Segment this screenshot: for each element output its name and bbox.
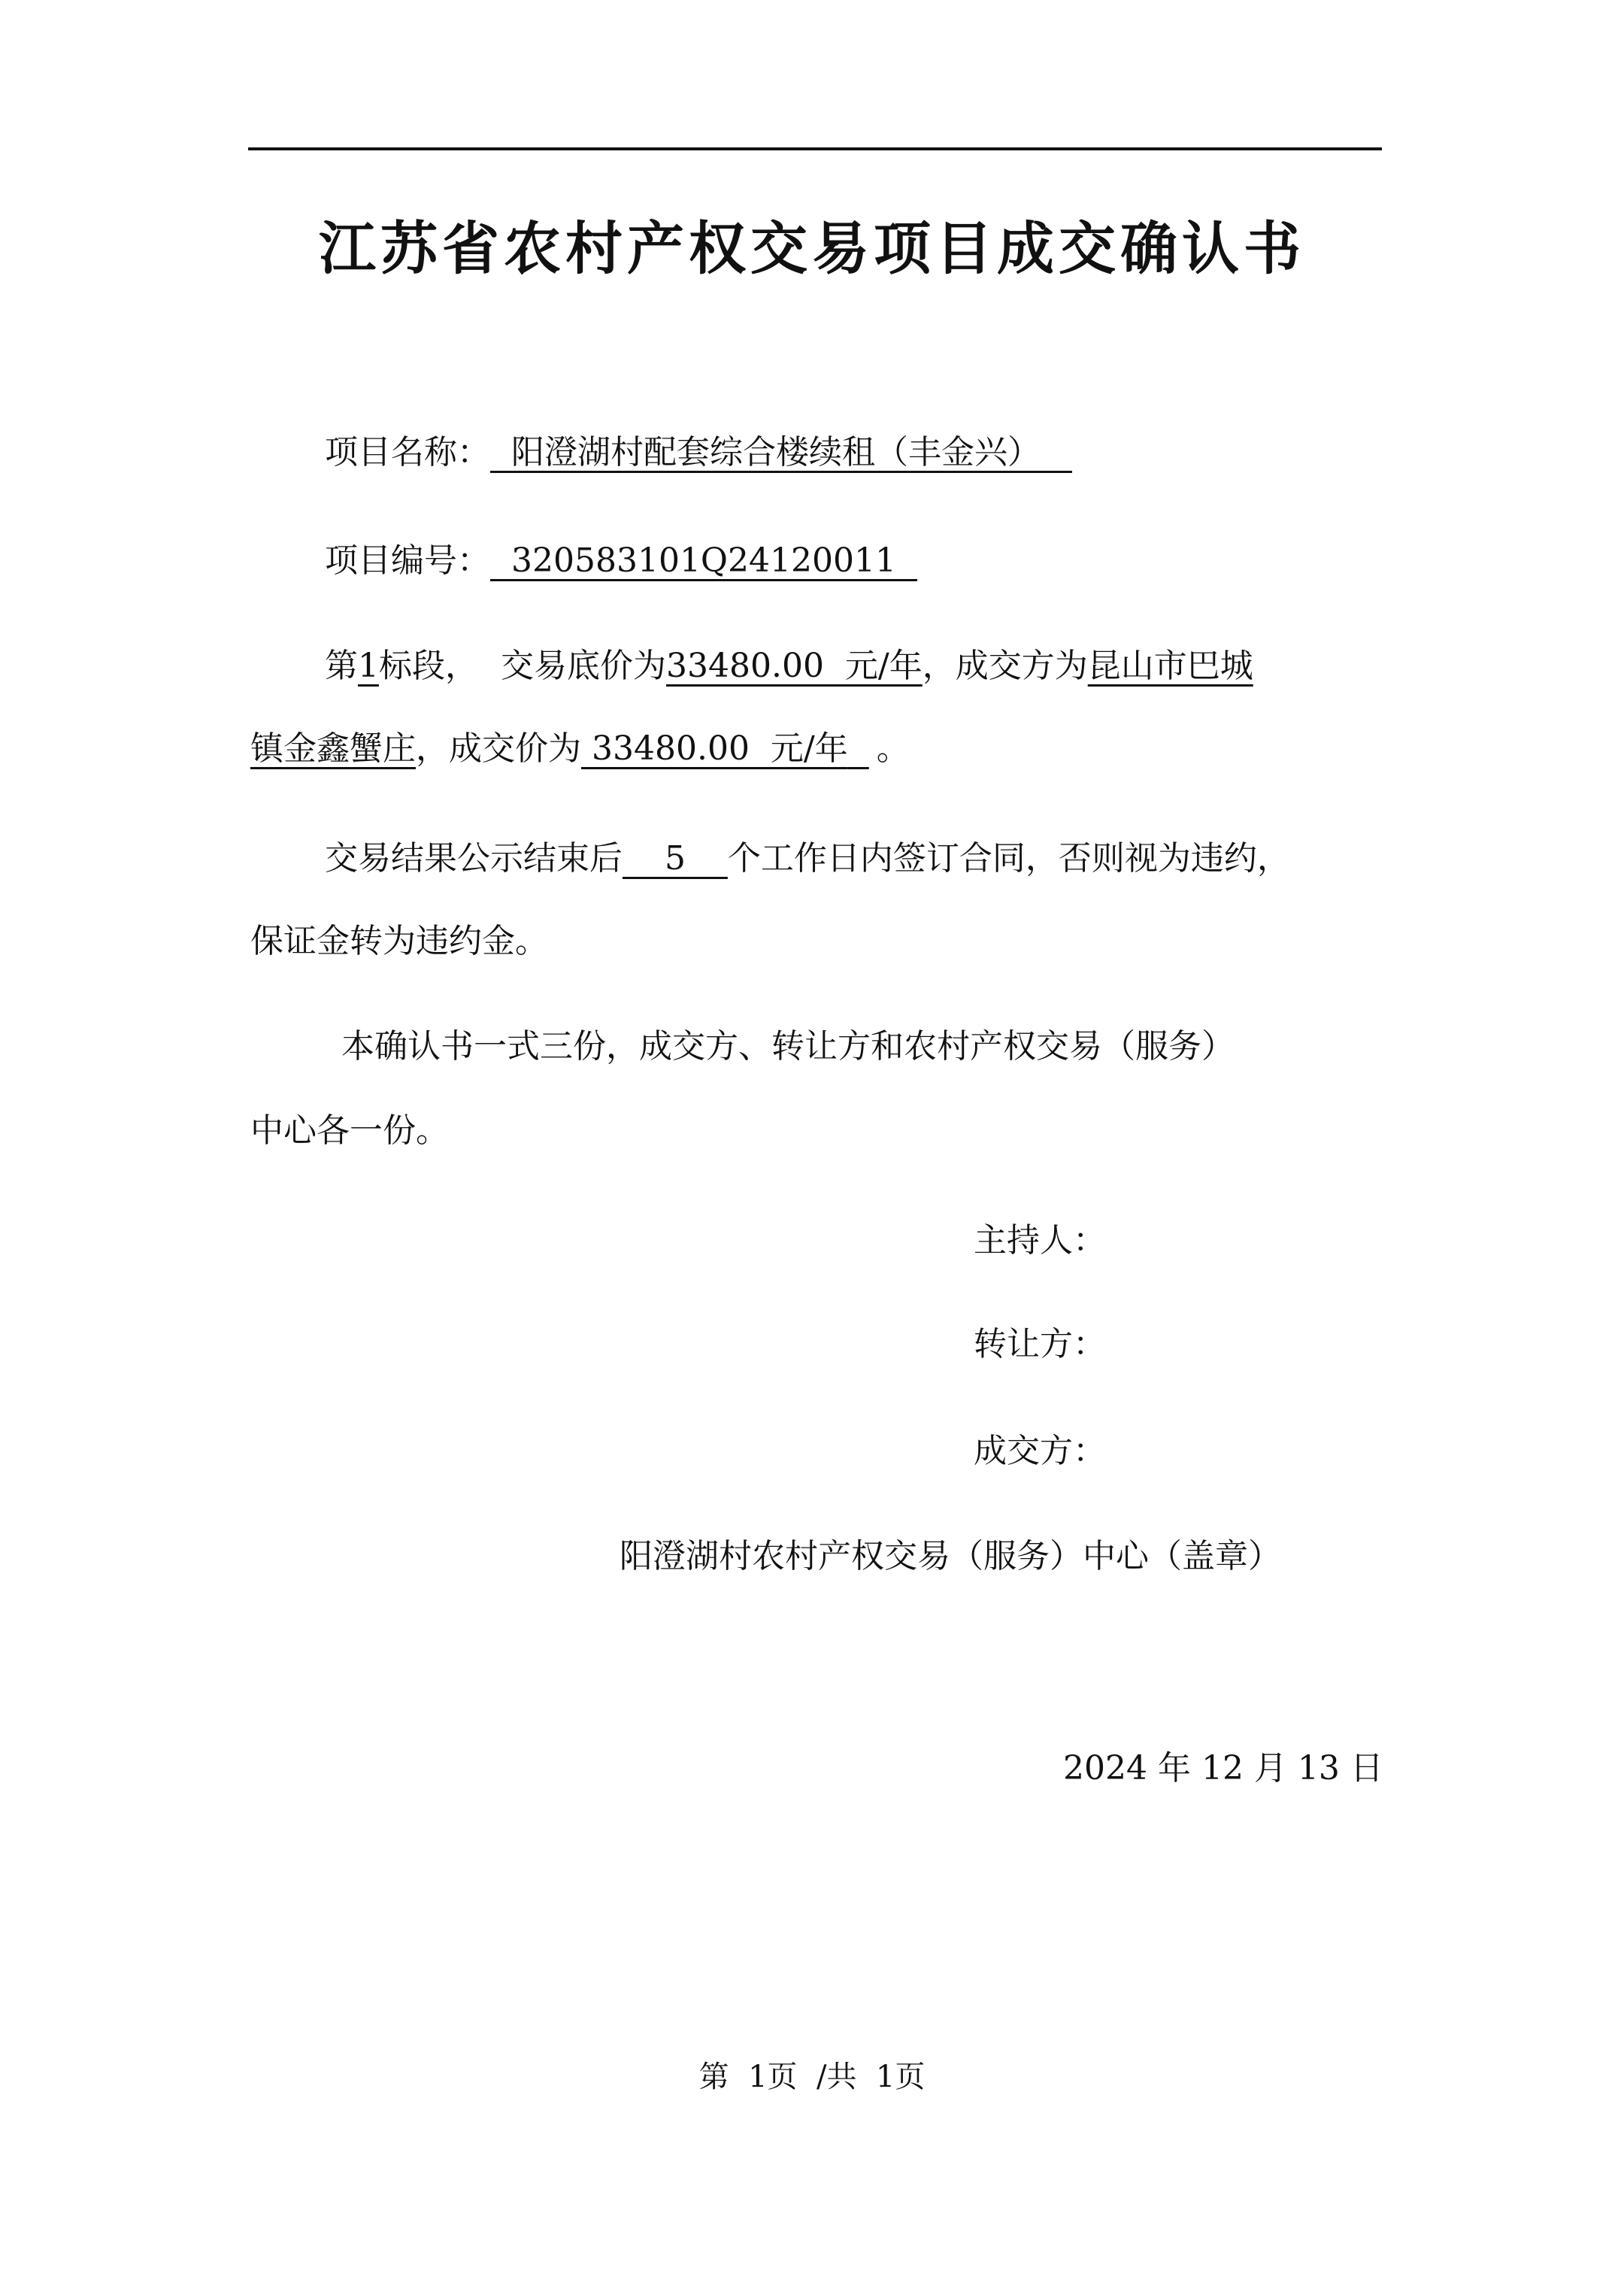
tender-prefix: 第 <box>325 647 358 685</box>
copies-text-2: 中心各一份。 <box>250 1111 449 1150</box>
buyer-name-part1: 昆山市巴城 <box>1087 647 1253 685</box>
base-price-label: 交易底价为 <box>501 647 666 685</box>
buyer-label: ，成交方为 <box>922 647 1088 685</box>
project-name-row <box>325 430 1072 475</box>
document-title: 江苏省农村产权交易项目成交确认书 <box>319 215 1305 282</box>
tender-line-1 <box>325 644 1253 689</box>
contract-text-1: 交易结果公示结束后 <box>325 839 623 878</box>
contract-text-2: 个工作日内签订合同，否则视为违约， <box>727 839 1290 878</box>
document-date: 2024 年 12 月 13 日 <box>1063 1749 1383 1787</box>
section-number: 1 <box>358 647 379 685</box>
page-footer: 第 1页 /共 1页 <box>698 2060 926 2094</box>
contract-line-1 <box>325 836 1290 881</box>
copies-text-1: 本确认书一式三份，成交方、转让方和农村产权交易（服务） <box>341 1027 1235 1066</box>
base-price-value: 33480.00 元/年 <box>666 647 923 685</box>
copies-line-2 <box>250 1108 449 1154</box>
issuer-name: 阳澄湖村农村产权交易（服务）中心（盖章） <box>620 1537 1281 1575</box>
project-name-label: 项目名称： <box>325 433 490 471</box>
transferor-signature: 转让方： <box>974 1325 1106 1363</box>
section-suffix: 标段， <box>379 647 478 685</box>
project-number-value: 320583101Q24120011 <box>511 541 896 580</box>
buyer-signature: 成交方： <box>974 1432 1106 1470</box>
host-signature: 主持人： <box>974 1221 1106 1260</box>
deal-price-label: ，成交价为 <box>416 729 581 768</box>
tender-line-2 <box>250 726 910 772</box>
buyer-name-part2: 镇金鑫蟹庄 <box>250 729 416 768</box>
contract-line-2 <box>250 919 548 964</box>
project-number-label: 项目编号： <box>325 541 490 580</box>
project-name-value: 阳澄湖村配套综合楼续租（丰金兴） <box>511 433 1041 471</box>
copies-line-1 <box>341 1024 1235 1069</box>
contract-days: 5 <box>664 839 686 878</box>
deal-price-value: 33480.00 元/年 <box>592 729 848 768</box>
tender-end: 。 <box>876 729 910 768</box>
contract-text-3: 保证金转为违约金。 <box>250 922 548 960</box>
header-rule <box>248 147 1382 150</box>
project-number-row <box>325 538 917 584</box>
